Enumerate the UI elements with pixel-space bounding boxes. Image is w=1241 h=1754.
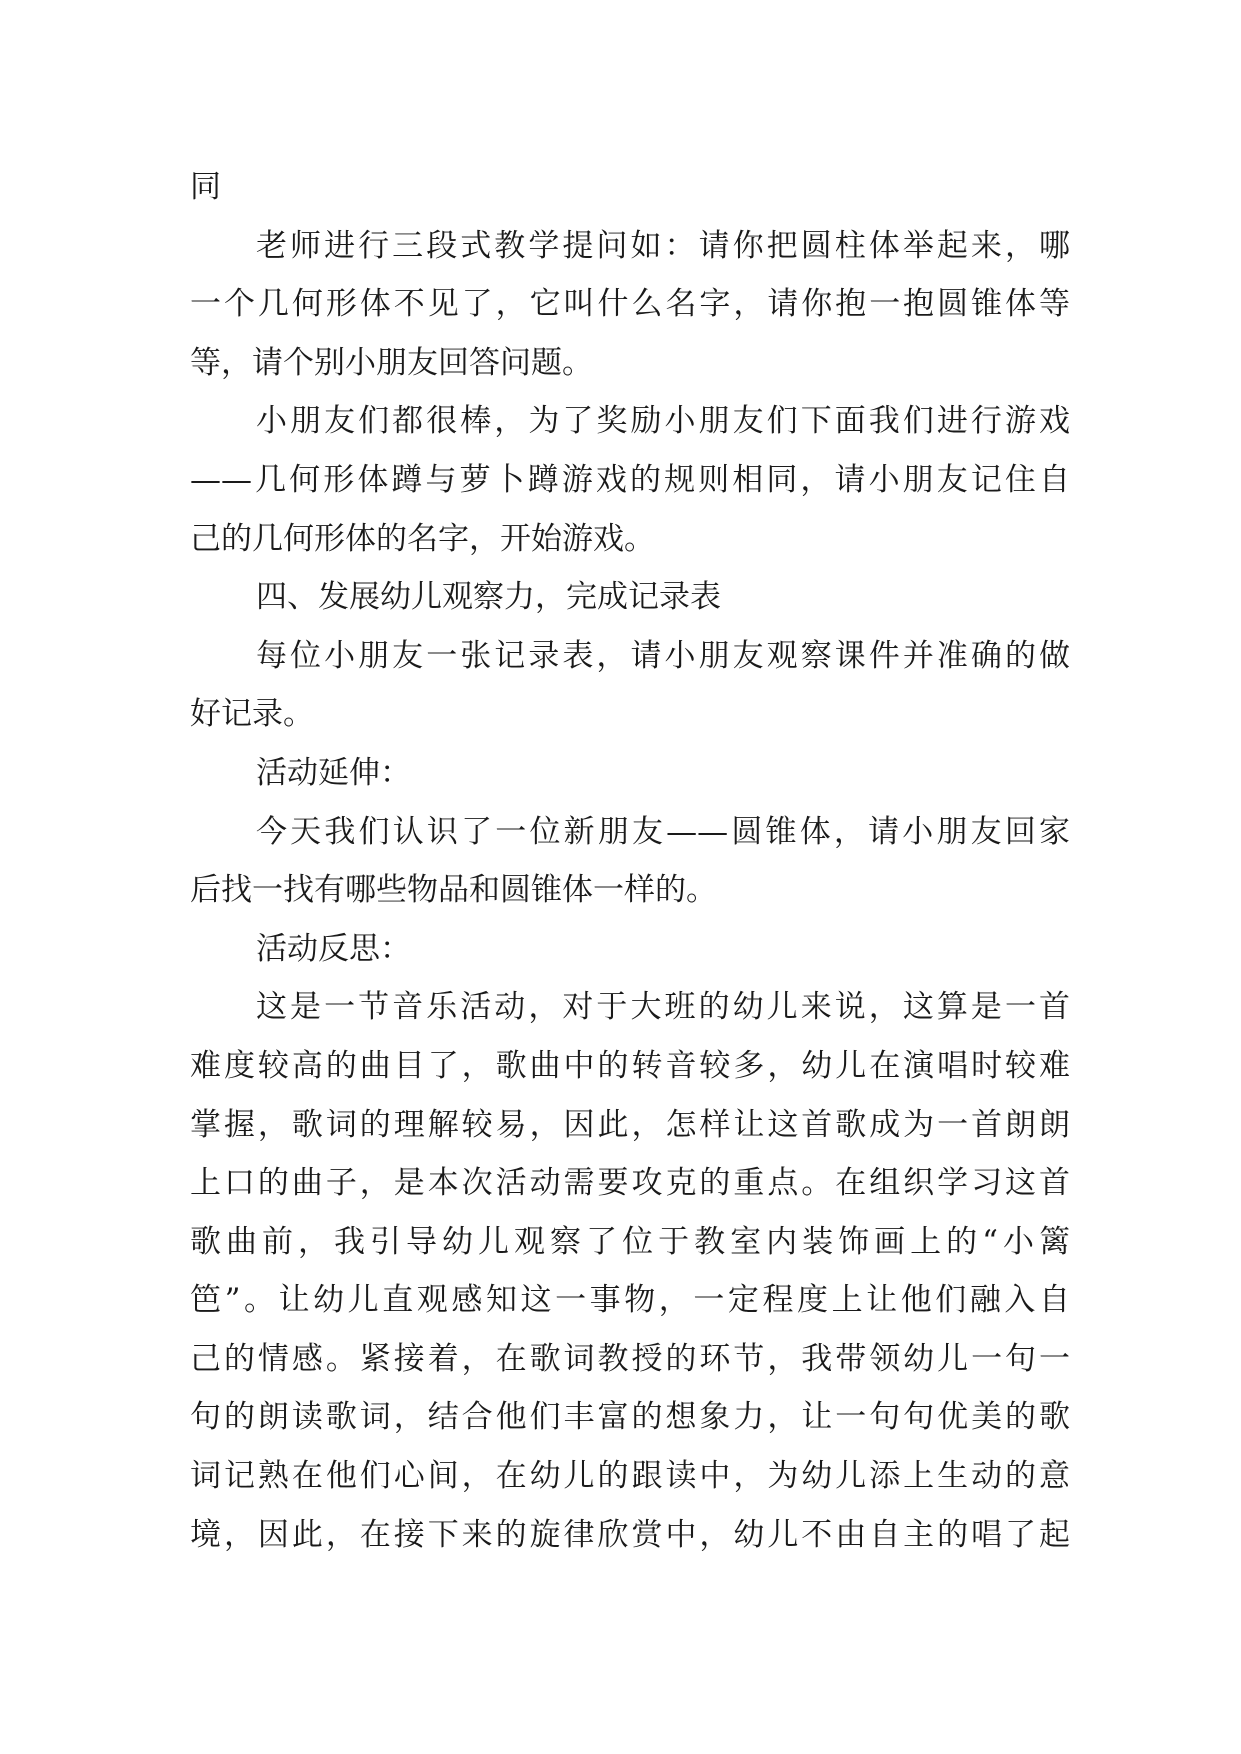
text-line: 己的几何形体的名字，开始游戏。	[190, 520, 655, 557]
text-line: 词记熟在他们心间，在幼儿的跟读中，为幼儿添上生动的意	[190, 1458, 1070, 1495]
text-line: ——几何形体蹲与萝卜蹲游戏的规则相同，请小朋友记住自	[190, 461, 1070, 498]
text-line: 小朋友们都很棒，为了奖励小朋友们下面我们进行游戏	[256, 403, 1070, 440]
text-line: 这是一节音乐活动，对于大班的幼儿来说，这算是一首	[256, 989, 1070, 1026]
text-line: 一个几何形体不见了，它叫什么名字，请你抱一抱圆锥体等	[190, 286, 1070, 323]
text-line: 歌曲前，我引导幼儿观察了位于教室内装饰画上的“小篱	[190, 1223, 1070, 1260]
section-heading: 活动延伸：	[256, 754, 411, 791]
text-line: 好记录。	[190, 696, 314, 733]
section-heading: 活动反思：	[256, 930, 411, 967]
text-line: 等，请个别小朋友回答问题。	[190, 344, 593, 381]
text-line: 上口的曲子，是本次活动需要攻克的重点。在组织学习这首	[190, 1165, 1070, 1202]
text-line: 境，因此，在接下来的旋律欣赏中，幼儿不由自主的唱了起	[190, 1516, 1070, 1553]
text-line: 同	[190, 169, 221, 205]
text-line: 难度较高的曲目了，歌曲中的转音较多，幼儿在演唱时较难	[190, 1047, 1070, 1084]
text-line: 掌握，歌词的理解较易，因此，怎样让这首歌成为一首朗朗	[190, 1106, 1070, 1143]
text-line: 老师进行三段式教学提问如：请你把圆柱体举起来，哪	[256, 227, 1070, 264]
text-line: 每位小朋友一张记录表，请小朋友观察课件并准确的做	[256, 637, 1070, 674]
body-text	[190, 158, 1070, 1564]
text-line: 今天我们认识了一位新朋友——圆锥体，请小朋友回家	[256, 813, 1070, 850]
text-line: 句的朗读歌词，结合他们丰富的想象力，让一句句优美的歌	[190, 1399, 1070, 1436]
section-heading: 四、发展幼儿观察力，完成记录表	[256, 579, 721, 616]
text-line: 己的情感。紧接着，在歌词教授的环节，我带领幼儿一句一	[190, 1340, 1070, 1377]
text-line: 笆”。让幼儿直观感知这一事物，一定程度上让他们融入自	[190, 1282, 1070, 1319]
text-line: 后找一找有哪些物品和圆锥体一样的。	[190, 872, 717, 909]
